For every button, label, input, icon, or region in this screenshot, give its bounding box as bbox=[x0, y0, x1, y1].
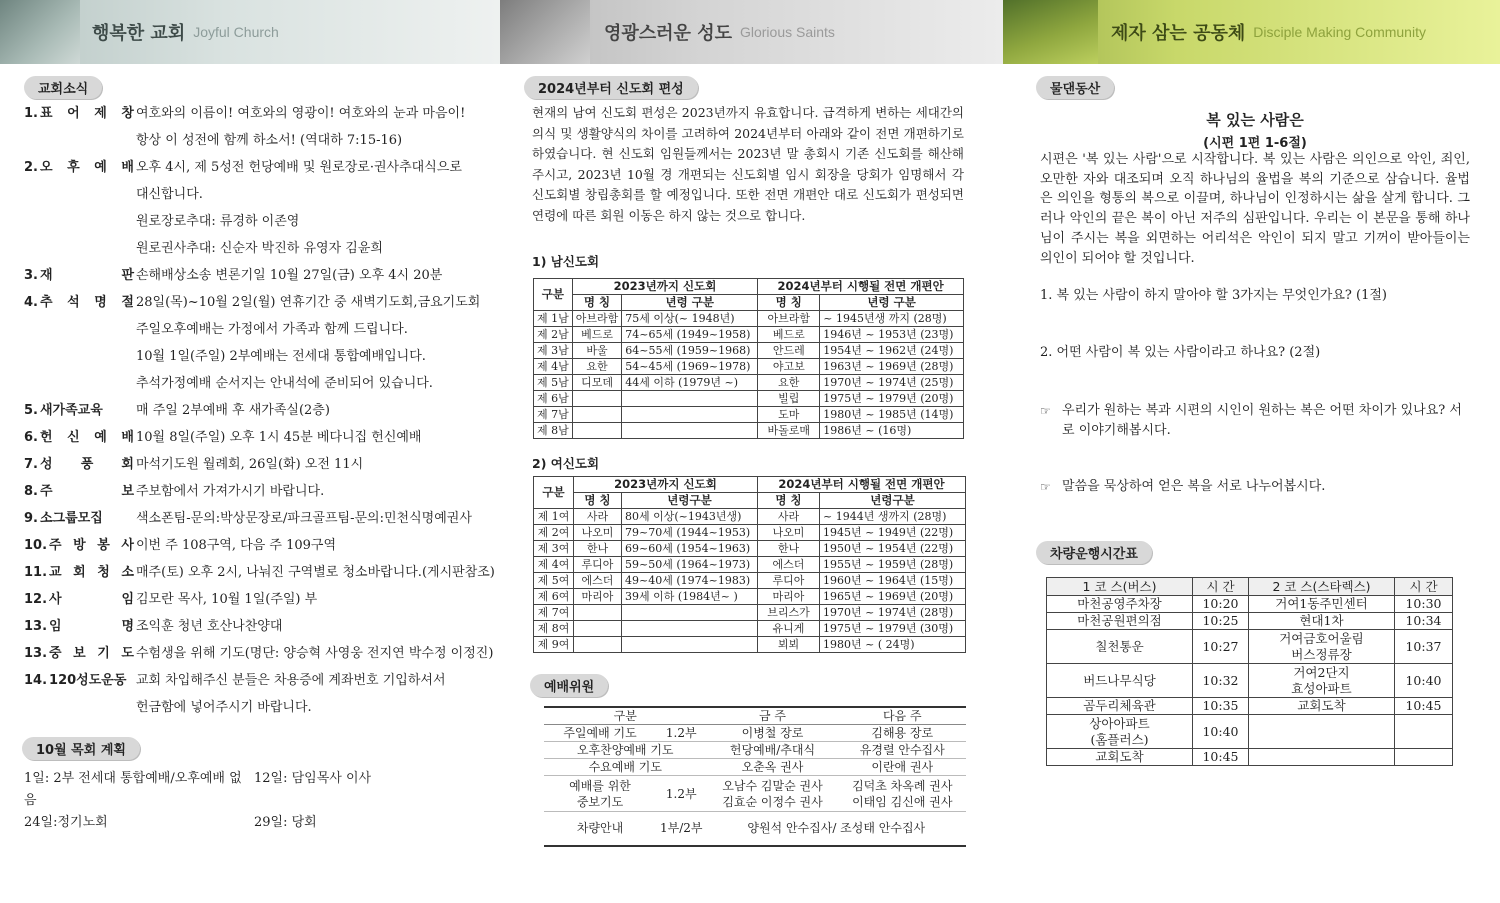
table-cell bbox=[1249, 715, 1395, 749]
table-cell: 제 1남 bbox=[534, 311, 573, 327]
col-name: 명 칭 bbox=[758, 295, 820, 311]
notice-label-text: 추 석 명 절 bbox=[39, 295, 134, 310]
table-cell: 64~55세 (1959~1968) bbox=[622, 343, 758, 359]
section-title-bus-schedule: 차량운행시간표 bbox=[1036, 541, 1152, 564]
discussion-text: 말씀을 묵상하여 얻은 복을 서로 나누어봅시다. bbox=[1062, 479, 1326, 494]
table-row bbox=[534, 557, 966, 573]
section-title-meditation: 물댄동산 bbox=[1036, 76, 1114, 99]
notice-item bbox=[24, 289, 484, 316]
table-cell: 한나 bbox=[758, 541, 820, 557]
table-cell: 제 5남 bbox=[534, 375, 573, 391]
notice-label-text: 표 어 제 창 bbox=[39, 106, 134, 121]
table-cell: 교회도착 bbox=[1047, 749, 1193, 766]
notice-text: 10월 8일(주일) 오후 1시 45분 베다니집 헌신예배 bbox=[136, 430, 422, 445]
worship-committee-table bbox=[544, 706, 966, 847]
notice-label-text: 주 보 bbox=[39, 484, 134, 499]
notice-label: 5. 새가족교육 bbox=[24, 397, 134, 424]
table-cell bbox=[572, 407, 622, 423]
header-band-glorious bbox=[500, 0, 1003, 64]
table-row bbox=[534, 423, 964, 439]
table-cell: 브리스가 bbox=[758, 605, 820, 621]
table-cell: 44세 이하 (1979년 ~) bbox=[622, 375, 758, 391]
worship-category: 오후찬양예배 기도 bbox=[544, 742, 707, 759]
col-age: 년령 구분 bbox=[820, 295, 964, 311]
october-plan-item: 1일: 2부 전세대 통합예배/오후예배 없음 bbox=[24, 771, 242, 808]
table-cell: 1975년 ~ 1979년 (30명) bbox=[820, 621, 966, 637]
col-age: 년령 구분 bbox=[622, 295, 758, 311]
pointing-hand-icon: ☞ bbox=[1040, 480, 1051, 494]
table-cell bbox=[1395, 749, 1453, 766]
bus-schedule-table bbox=[1046, 577, 1453, 766]
notice-item bbox=[24, 559, 495, 586]
notice-text: 여호와의 이름이! 여호와의 영광이! 여호와의 눈과 마음이! bbox=[136, 106, 466, 121]
table-cell: 59~50세 (1964~1973) bbox=[622, 557, 758, 573]
pointing-hand-icon: ☞ bbox=[1040, 404, 1051, 418]
notice-item bbox=[24, 586, 484, 613]
table-cell: 바울 bbox=[572, 343, 622, 359]
table-cell: 1963년 ~ 1969년 (28명) bbox=[820, 359, 964, 375]
notice-label-text: 재 판 bbox=[39, 268, 134, 283]
notice-label: 10. 주 방 봉 사 bbox=[24, 532, 134, 559]
table-cell: 도마 bbox=[758, 407, 820, 423]
col-group: 구분 bbox=[534, 477, 574, 509]
table-cell: 80세 이상(~1943년생) bbox=[622, 509, 758, 525]
table-cell: 제 8남 bbox=[534, 423, 573, 439]
october-plan-item: 24일:정기노회 bbox=[24, 815, 108, 830]
women-association-table bbox=[533, 476, 966, 653]
header-photo bbox=[500, 0, 590, 64]
table-cell: 1970년 ~ 1974년 (25명) bbox=[820, 375, 964, 391]
table-cell: 거여1동주민센터 bbox=[1249, 596, 1395, 613]
table-row bbox=[534, 589, 966, 605]
worship-this-week: 헌당예배/추대식 bbox=[707, 742, 839, 759]
header-band-disciple bbox=[1003, 0, 1500, 64]
table-cell: 10:34 bbox=[1395, 613, 1453, 630]
table-cell: 1945년 ~ 1949년 (22명) bbox=[820, 525, 966, 541]
table-cell: 제 4남 bbox=[534, 359, 573, 375]
notice-label: 4. 추 석 명 절 bbox=[24, 289, 134, 316]
table-cell: 교회도착 bbox=[1249, 698, 1395, 715]
table-cell: 제 7남 bbox=[534, 407, 573, 423]
table-cell: 제 1여 bbox=[534, 509, 574, 525]
october-plan-row bbox=[24, 768, 484, 812]
notice-label: 12. 사 임 bbox=[24, 586, 134, 613]
col-age: 년령구분 bbox=[622, 493, 758, 509]
notice-label: 9. 소그룹모집 bbox=[24, 505, 134, 532]
notice-item bbox=[24, 667, 484, 694]
table-cell: ~ 1944년 생까지 (28명) bbox=[820, 509, 966, 525]
table-row bbox=[1047, 715, 1453, 749]
notice-text: 색소폰팀-문의:박상문장로/파크골프팀-문의:민천식명예권사 bbox=[136, 511, 472, 526]
header-title-en: Glorious Saints bbox=[739, 24, 835, 40]
table-cell: 10:25 bbox=[1193, 613, 1249, 630]
notice-label: 2. 오 후 예 배 bbox=[24, 154, 134, 181]
table-cell: 아브라함 bbox=[572, 311, 622, 327]
table-cell: 나오미 bbox=[574, 525, 622, 541]
col-course2: 2 코 스(스타렉스) bbox=[1249, 578, 1395, 596]
discussion-1 bbox=[1040, 401, 1472, 441]
notice-item bbox=[24, 100, 484, 127]
table-cell: 1955년 ~ 1959년 (28명) bbox=[820, 557, 966, 573]
table-cell bbox=[622, 621, 758, 637]
table-cell: 제 8여 bbox=[534, 621, 574, 637]
worship-category: 수요예배 기도 bbox=[544, 759, 707, 776]
table-cell: 마리아 bbox=[574, 589, 622, 605]
notice-text: 매주(토) 오후 2시, 나눠진 구역별로 청소바랍니다.(게시판참조) bbox=[136, 565, 495, 580]
notice-text: 마석기도원 월례회, 26일(화) 오전 11시 bbox=[136, 457, 364, 472]
men-association-table bbox=[533, 278, 964, 439]
col-group: 구분 bbox=[534, 279, 573, 311]
table-cell bbox=[572, 391, 622, 407]
table-cell bbox=[572, 423, 622, 439]
table-cell: 10:27 bbox=[1193, 630, 1249, 664]
notice-text: 조익훈 청년 호산나찬양대 bbox=[136, 619, 283, 634]
table-cell: 거여2단지 효성아파트 bbox=[1249, 664, 1395, 698]
notice-item bbox=[24, 154, 484, 181]
table-row bbox=[534, 509, 966, 525]
col-age: 년령구분 bbox=[820, 493, 966, 509]
table-cell: 1980년 ~ ( 24명) bbox=[820, 637, 966, 653]
table-cell: 제 9여 bbox=[534, 637, 574, 653]
table-cell: 마천공영주차장 bbox=[1047, 596, 1193, 613]
table-cell: 39세 이하 (1984년~ ) bbox=[622, 589, 758, 605]
worship-part: 1부/2부 bbox=[656, 812, 707, 846]
table-row bbox=[534, 637, 966, 653]
col-category: 구분 bbox=[544, 707, 707, 725]
october-plan-item: 29일: 당회 bbox=[254, 815, 317, 830]
table-cell: ~ 1945년생 까지 (28명) bbox=[820, 311, 964, 327]
notice-label: 13. 중 보 기 도 bbox=[24, 640, 134, 667]
table-cell bbox=[1249, 749, 1395, 766]
table-row bbox=[534, 375, 964, 391]
table-cell bbox=[1395, 715, 1453, 749]
worship-part: 1.2부 bbox=[656, 776, 707, 812]
table-cell: 1946년 ~ 1953년 (23명) bbox=[820, 327, 964, 343]
reorg-intro: 현재의 남여 신도회 편성은 2023년까지 유효합니다. 급격하게 변하는 세대간의 의식 및 생활양식의 차이를 고려하여 2024년부터 아래와 같이 전면 개편하기로 하였습니다. 현 신도회 임원들께서는 2023년 말 총회시 기존 신도회를 해산해 주시고, 2023년 10월 경 개편되는 신도회별 임시 회장을 당회가 임명해서 각 신도회별 창립총회를 할 예정입니다. 또한 전면 개편안 대로 신도회가 편성되면 연령에 따른 회원 이동은 하지 않는 것으로 합니다. bbox=[532, 105, 964, 223]
table-cell: 아브라함 bbox=[758, 311, 820, 327]
notice-label-text: 중 보 기 도 bbox=[49, 646, 134, 661]
table-cell: 나오미 bbox=[758, 525, 820, 541]
notice-label-text: 120성도운동 bbox=[49, 673, 127, 688]
col-this-week: 금 주 bbox=[707, 707, 839, 725]
table-cell: 안드레 bbox=[758, 343, 820, 359]
notice-label-text: 주 방 봉 사 bbox=[49, 538, 134, 553]
table-cell: 1960년 ~ 1964년 (15명) bbox=[820, 573, 966, 589]
table-cell bbox=[622, 423, 758, 439]
table-cell: 10:45 bbox=[1395, 698, 1453, 715]
men-table-title: 1) 남신도회 bbox=[532, 254, 600, 269]
table-cell bbox=[574, 637, 622, 653]
church-news-list bbox=[24, 100, 495, 721]
worship-next-week: 유경렬 안수집사 bbox=[839, 742, 967, 759]
worship-this-week: 이병철 장로 bbox=[707, 725, 839, 742]
header-photo bbox=[0, 0, 80, 64]
header-band-joyful bbox=[0, 0, 500, 64]
table-cell: 루디아 bbox=[758, 573, 820, 589]
notice-text: 매 주일 2부예배 후 새가족실(2층) bbox=[136, 403, 330, 418]
notice-label: 8. 주 보 bbox=[24, 478, 134, 505]
notice-label: 6. 헌 신 예 배 bbox=[24, 424, 134, 451]
discussion-2 bbox=[1040, 477, 1472, 497]
notice-item bbox=[24, 613, 484, 640]
table-row bbox=[534, 343, 964, 359]
notice-label: 14. 120성도운동 bbox=[24, 667, 134, 694]
table-cell: 75세 이상(~ 1948년) bbox=[622, 311, 758, 327]
notice-label-text: 교 회 청 소 bbox=[49, 565, 134, 580]
table-row bbox=[1047, 596, 1453, 613]
col-name: 명 칭 bbox=[572, 295, 622, 311]
table-cell: 현대1차 bbox=[1249, 613, 1395, 630]
october-plan bbox=[24, 768, 484, 834]
col-course1: 1 코 스(버스) bbox=[1047, 578, 1193, 596]
notice-text: 이번 주 108구역, 다음 주 109구역 bbox=[136, 538, 337, 553]
section-title-church-news: 교회소식 bbox=[24, 76, 102, 99]
worship-next-week: 이란애 권사 bbox=[839, 759, 967, 776]
notice-text: 수험생을 위해 기도(명단: 양승혁 사영웅 전지연 박수정 이정진) bbox=[136, 646, 494, 661]
col-2023: 2023년까지 신도회 bbox=[574, 477, 758, 493]
table-cell: 1965년 ~ 1969년 (20명) bbox=[820, 589, 966, 605]
table-cell: 에스더 bbox=[758, 557, 820, 573]
table-row bbox=[1047, 749, 1453, 766]
october-plan-item: 12일: 담임목사 이사 bbox=[254, 771, 372, 786]
notice-text: 10월 1일(주일) 2부예배는 전세대 통합예배입니다. bbox=[136, 349, 426, 364]
notice-item bbox=[24, 424, 484, 451]
table-cell: 뵈뵈 bbox=[758, 637, 820, 653]
table-cell: 10:30 bbox=[1395, 596, 1453, 613]
table-cell: 79~70세 (1944~1953) bbox=[622, 525, 758, 541]
table-cell: 바돌로매 bbox=[758, 423, 820, 439]
table-row bbox=[534, 541, 966, 557]
table-cell bbox=[622, 605, 758, 621]
notice-text: 28일(목)~10월 2일(월) 연휴기간 중 새벽기도회,금요기도회 bbox=[136, 295, 481, 310]
section-title-worship-committee: 예배위원 bbox=[530, 674, 608, 697]
notice-label: 13. 임 명 bbox=[24, 613, 134, 640]
question-1: 1. 복 있는 사람이 하지 말아야 할 3가지는 무엇인가요? (1절) bbox=[1040, 288, 1387, 303]
section-title-october-plan: 10월 목회 계획 bbox=[22, 737, 140, 760]
table-cell: 요한 bbox=[758, 375, 820, 391]
notice-label-text: 임 명 bbox=[49, 619, 134, 634]
table-cell: 빌립 bbox=[758, 391, 820, 407]
section-title-reorg: 2024년부터 신도회 편성 bbox=[524, 76, 698, 99]
table-cell: 1970년 ~ 1974년 (28명) bbox=[820, 605, 966, 621]
table-cell: 요한 bbox=[572, 359, 622, 375]
table-cell: 제 2남 bbox=[534, 327, 573, 343]
table-cell: 1950년 ~ 1954년 (22명) bbox=[820, 541, 966, 557]
table-cell: 마천공원편의점 bbox=[1047, 613, 1193, 630]
notice-text: 항상 이 성전에 함께 하소서! (역대하 7:15-16) bbox=[136, 133, 403, 148]
table-cell bbox=[574, 605, 622, 621]
table-row bbox=[1047, 698, 1453, 715]
notice-label: 1. 표 어 제 창 bbox=[24, 100, 134, 127]
meditation-heading: 복 있는 사람은 bbox=[1206, 111, 1304, 129]
table-row bbox=[534, 327, 964, 343]
table-cell: 베드로 bbox=[572, 327, 622, 343]
table-cell: 유니게 bbox=[758, 621, 820, 637]
table-cell: 디모데 bbox=[572, 375, 622, 391]
table-cell: 제 4여 bbox=[534, 557, 574, 573]
meditation-body: 시편은 '복 있는 사람'으로 시작합니다. 복 있는 사람은 의인으로 악인, 죄인, 오만한 자와 대조되며 오직 하나님의 율법을 복의 기준으로 삼습니다. 율법은 의인을 형통의 복으로 이끌며, 하나님이 인정하시는 삶을 살게 합니다. 그러나 악인의 끝은 복이 아닌 저주의 심판입니다. 우리는 이 본문을 통해 하나님이 주시는 복을 외면하는 어리석은 악인이 되지 말고 기꺼이 받아들이는 의인이 되어야 할 것입니다. bbox=[1040, 152, 1470, 266]
col-2024: 2024년부터 시행될 전면 개편안 bbox=[758, 279, 964, 295]
notice-item bbox=[24, 478, 484, 505]
women-table-title: 2) 여신도회 bbox=[532, 456, 600, 471]
table-cell: 거여금호어울림 버스정류장 bbox=[1249, 630, 1395, 664]
notice-text: 김모란 목사, 10월 1일(주일) 부 bbox=[136, 592, 318, 607]
table-cell: 곰두리체육관 bbox=[1047, 698, 1193, 715]
col-time1: 시 간 bbox=[1193, 578, 1249, 596]
col-next-week: 다음 주 bbox=[839, 707, 967, 725]
header-title-ko: 행복한 교회 bbox=[92, 23, 186, 44]
table-cell: 제 7여 bbox=[534, 605, 574, 621]
table-cell: 1980년 ~ 1985년 (14명) bbox=[820, 407, 964, 423]
notice-label-text: 성 풍 회 bbox=[39, 457, 134, 472]
notice-label-text: 소그룹모집 bbox=[39, 511, 103, 526]
table-row bbox=[1047, 613, 1453, 630]
header-photo bbox=[1003, 0, 1098, 64]
worship-this-week: 오춘옥 권사 bbox=[707, 759, 839, 776]
discussion-text: 우리가 원하는 복과 시편의 시인이 원하는 복은 어떤 차이가 있나요? 서로 이야기해봅시다. bbox=[1062, 403, 1462, 438]
notice-text: 원로권사추대: 신순자 박진하 유영자 김윤희 bbox=[136, 241, 383, 256]
table-cell: 제 2여 bbox=[534, 525, 574, 541]
table-row bbox=[534, 525, 966, 541]
notice-label-text: 헌 신 예 배 bbox=[39, 430, 134, 445]
table-cell: 10:35 bbox=[1193, 698, 1249, 715]
table-cell: 1986년 ~ (16명) bbox=[820, 423, 964, 439]
table-row bbox=[534, 605, 966, 621]
table-row bbox=[534, 573, 966, 589]
table-cell: 루디아 bbox=[574, 557, 622, 573]
worship-category: 차량안내 bbox=[544, 812, 656, 846]
notice-item bbox=[24, 397, 484, 424]
notice-item bbox=[24, 262, 484, 289]
worship-next-week: 김해용 장로 bbox=[839, 725, 967, 742]
table-cell: 10:45 bbox=[1193, 749, 1249, 766]
vehicle-guide-value: 양원석 안수집사/ 조성태 안수집사 bbox=[707, 812, 967, 846]
table-cell: 10:40 bbox=[1193, 715, 1249, 749]
table-cell: 10:32 bbox=[1193, 664, 1249, 698]
notice-label-text: 사 임 bbox=[49, 592, 134, 607]
table-cell: 야고보 bbox=[758, 359, 820, 375]
notice-label: 7. 성 풍 회 bbox=[24, 451, 134, 478]
worship-part: 1.2부 bbox=[656, 725, 707, 742]
worship-category: 예배를 위한 중보기도 bbox=[544, 776, 656, 812]
col-time2: 시 간 bbox=[1395, 578, 1453, 596]
table-row bbox=[534, 311, 964, 327]
notice-text: 교회 차입해주신 분들은 차용증에 계좌번호 기입하셔서 bbox=[136, 673, 446, 688]
table-cell: 1954년 ~ 1962년 (24명) bbox=[820, 343, 964, 359]
table-cell: 한나 bbox=[574, 541, 622, 557]
table-cell: 제 6여 bbox=[534, 589, 574, 605]
october-plan-row bbox=[24, 812, 484, 834]
table-cell: 49~40세 (1974~1983) bbox=[622, 573, 758, 589]
table-cell: 베드로 bbox=[758, 327, 820, 343]
notice-item bbox=[24, 505, 484, 532]
notice-item bbox=[24, 451, 484, 478]
notice-item bbox=[24, 640, 494, 667]
notice-text: 손해배상소송 변론기일 10월 27일(금) 오후 4시 20분 bbox=[136, 268, 443, 283]
table-cell: 사라 bbox=[574, 509, 622, 525]
table-cell: 54~45세 (1969~1978) bbox=[622, 359, 758, 375]
table-cell: 제 5여 bbox=[534, 573, 574, 589]
table-cell: 69~60세 (1954~1963) bbox=[622, 541, 758, 557]
col-2024: 2024년부터 시행될 전면 개편안 bbox=[758, 477, 966, 493]
col-name: 명 칭 bbox=[574, 493, 622, 509]
notice-text: 주보함에서 가져가시기 바랍니다. bbox=[136, 484, 325, 499]
table-cell: 버드나무식당 bbox=[1047, 664, 1193, 698]
table-row bbox=[534, 359, 964, 375]
worship-next-week: 김덕초 차옥례 권사 이태임 김신애 권사 bbox=[839, 776, 967, 812]
table-cell: 10:20 bbox=[1193, 596, 1249, 613]
worship-this-week: 오남수 김말순 권사 김효순 이정수 권사 bbox=[707, 776, 839, 812]
table-cell bbox=[622, 407, 758, 423]
col-2023: 2023년까지 신도회 bbox=[572, 279, 758, 295]
notice-text: 주일오후예배는 가정에서 가족과 함께 드립니다. bbox=[136, 322, 408, 337]
notice-label-text: 오 후 예 배 bbox=[39, 160, 134, 175]
notice-label-text: 새가족교육 bbox=[39, 403, 103, 418]
meditation-reference: (시편 1편 1-6절) bbox=[1203, 136, 1307, 151]
table-row bbox=[1047, 664, 1453, 698]
notice-label: 11. 교 회 청 소 bbox=[24, 559, 134, 586]
table-cell: 74~65세 (1949~1958) bbox=[622, 327, 758, 343]
worship-category: 주일예배 기도 bbox=[544, 725, 656, 742]
table-row bbox=[534, 391, 964, 407]
table-cell: 제 6남 bbox=[534, 391, 573, 407]
table-cell: 제 3남 bbox=[534, 343, 573, 359]
table-row bbox=[534, 621, 966, 637]
col-name: 명 칭 bbox=[758, 493, 820, 509]
table-cell bbox=[622, 637, 758, 653]
header-title-en: Disciple Making Community bbox=[1253, 24, 1426, 40]
notice-text: 대신합니다. bbox=[136, 187, 203, 202]
notice-item bbox=[24, 532, 484, 559]
table-cell: 마리아 bbox=[758, 589, 820, 605]
table-row bbox=[534, 407, 964, 423]
notice-text: 원로장로추대: 류경하 이존영 bbox=[136, 214, 300, 229]
notice-text: 오후 4시, 제 5성전 헌당예배 및 원로장로·권사추대식으로 bbox=[136, 160, 462, 175]
table-cell: 칠천통운 bbox=[1047, 630, 1193, 664]
table-row bbox=[1047, 630, 1453, 664]
header-title-ko: 제자 삼는 공동체 bbox=[1111, 23, 1246, 44]
notice-text: 추석가정예배 순서지는 안내석에 준비되어 있습니다. bbox=[136, 376, 433, 391]
table-cell: 상아아파트 (홈플러스) bbox=[1047, 715, 1193, 749]
table-cell: 제 3여 bbox=[534, 541, 574, 557]
header-title-ko: 영광스러운 성도 bbox=[604, 23, 732, 44]
table-cell bbox=[622, 391, 758, 407]
table-cell: 10:40 bbox=[1395, 664, 1453, 698]
notice-label: 3. 재 판 bbox=[24, 262, 134, 289]
table-cell bbox=[574, 621, 622, 637]
header-title-en: Joyful Church bbox=[193, 24, 279, 40]
table-cell: 사라 bbox=[758, 509, 820, 525]
table-cell: 10:37 bbox=[1395, 630, 1453, 664]
question-2: 2. 어떤 사람이 복 있는 사람이라고 하나요? (2절) bbox=[1040, 345, 1321, 360]
notice-text: 헌금함에 넣어주시기 바랍니다. bbox=[136, 700, 312, 715]
table-cell: 1975년 ~ 1979년 (20명) bbox=[820, 391, 964, 407]
table-cell: 에스더 bbox=[574, 573, 622, 589]
